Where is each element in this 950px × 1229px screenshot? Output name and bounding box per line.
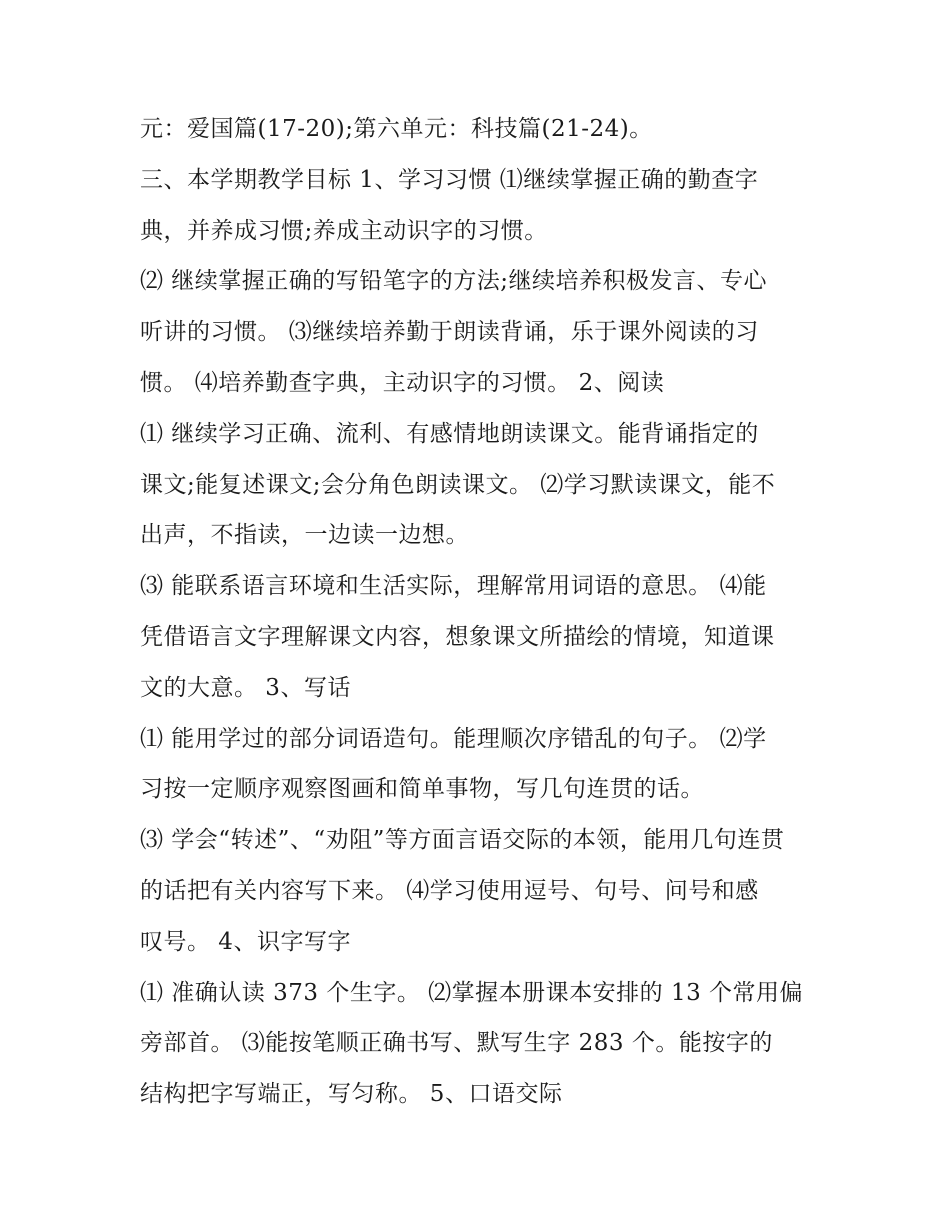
text-line: 习按一定顺序观察图画和简单事物，写几句连贯的话。 — [140, 776, 704, 803]
text-line: ⑶ 能联系语言环境和生活实际，理解常用词语的意思。 ⑷能 — [140, 573, 767, 600]
text-line: ⑵ 继续掌握正确的写铅笔字的方法;继续培养积极发言、专心 — [140, 268, 768, 295]
text-line: ⑴ 准确认读 373 个生字。 ⑵掌握本册课本安排的 13 个常用偏 — [140, 979, 804, 1006]
text-line: ⑴ 能用学过的部分词语造句。能理顺次序错乱的句子。 ⑵学 — [140, 725, 767, 752]
text-line: 课文;能复述课文;会分角色朗读课文。 ⑵学习默读课文，能不 — [140, 471, 776, 498]
text-line: 的话把有关内容写下来。 ⑷学习使用逗号、句号、问号和感 — [140, 877, 759, 904]
text-line: ⑶ 学会“转述”、“劝阻”等方面言语交际的本领，能用几句连贯 — [140, 827, 785, 854]
text-line: ⑴ 继续学习正确、流利、有感情地朗读课文。能背诵指定的 — [140, 420, 759, 447]
text-line: 叹号。 4、识字写字 — [140, 928, 351, 955]
text-line: 三、本学期教学目标 1、学习习惯 ⑴继续掌握正确的勤查字 — [140, 166, 759, 193]
text-line: 惯。 ⑷培养勤查字典，主动识字的习惯。 2、阅读 — [140, 369, 665, 396]
text-line: 出声，不指读，一边读一边想。 — [140, 522, 469, 549]
text-line: 典，并养成习惯;养成主动识字的习惯。 — [140, 217, 548, 244]
body-text — [140, 104, 830, 1120]
text-line: 结构把字写端正，写匀称。 5、口语交际 — [140, 1081, 563, 1108]
text-line: 元：爱国篇(17-20);第六单元：科技篇(21-24)。 — [140, 116, 653, 142]
text-line: 凭借语言文字理解课文内容，想象课文所描绘的情境，知道课 — [140, 623, 775, 650]
text-line: 文的大意。 3、写话 — [140, 674, 351, 701]
text-line: 听讲的习惯。 ⑶继续培养勤于朗读背诵，乐于课外阅读的习 — [140, 319, 759, 346]
text-line: 旁部首。 ⑶能按笔顺正确书写、默写生字 283 个。能按字的 — [140, 1030, 773, 1057]
